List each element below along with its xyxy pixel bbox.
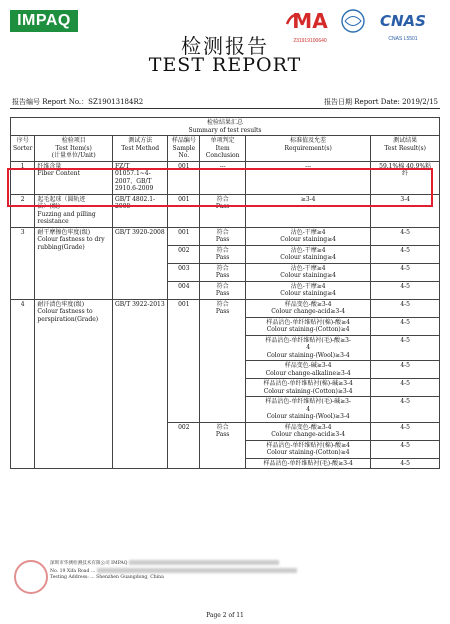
col-req-cn: 标准值及允差 — [290, 137, 327, 144]
cell-line: 法）(级) — [37, 203, 61, 210]
cell-line: Pass — [215, 272, 230, 279]
cell-line: 沾色-干摩≥4 — [290, 282, 326, 290]
row-requirement — [246, 227, 371, 245]
row-result — [371, 281, 440, 299]
cell-line: 样品沾色-单纤维贴衬(棉)-酸≥4 — [266, 441, 350, 449]
summary-title-row — [11, 118, 440, 136]
col-conclusion-cn: 单项判定 — [210, 137, 235, 144]
row-requirement — [246, 281, 371, 299]
table-row — [11, 299, 440, 317]
col-conclusion-en: Item — [215, 144, 230, 152]
row-no-value: 4 — [20, 300, 25, 308]
row-result — [371, 335, 440, 361]
row-requirement — [246, 245, 371, 263]
row-requirement — [246, 335, 371, 361]
cell-line: 符合 — [216, 300, 229, 308]
result-value: 4-5 — [400, 423, 410, 431]
row-conclusion — [200, 422, 246, 469]
col-req-en: Requirement(s) — [284, 144, 332, 152]
row-method — [112, 299, 167, 469]
cell-line: 4-5 — [400, 246, 410, 254]
cell-line: 3-4 — [400, 195, 410, 203]
cell-line: 59.1%棉 40.9%粘 — [379, 162, 432, 170]
cell-line: 沾色-干摩≥4 — [290, 246, 326, 254]
cell-line: 4-5 — [400, 264, 410, 272]
summary-title-en: Summary of test results — [188, 126, 262, 134]
row-no — [11, 299, 35, 469]
cnas-logo-icon — [372, 8, 434, 32]
cell-line: 符合 — [216, 228, 229, 236]
row-item — [35, 299, 113, 469]
cell-line: FZ/T 01057.1~4- — [114, 162, 151, 177]
cell-line: 4 — [306, 405, 311, 413]
sample-value: 001 — [178, 195, 190, 203]
cell-line: 符合 — [216, 282, 229, 290]
cell-line: 样品变色-酸≥3-4 — [284, 423, 332, 431]
cell-line: perspiration(Grade) — [37, 315, 99, 323]
report-title-en: TEST REPORT — [148, 54, 302, 76]
col-header-item — [35, 136, 113, 162]
cell-line: 沾色-干摩≥4 — [290, 264, 326, 272]
report-title-cn: 检测报告 — [181, 34, 269, 58]
cell-line: 2007、GB/T — [114, 177, 152, 185]
cell-line: 纤维含量 — [37, 162, 62, 170]
sample-value: 002 — [178, 246, 190, 254]
col-header-conclusion — [200, 136, 246, 162]
row-result — [371, 397, 440, 423]
col-item-cn: 检验项目 — [61, 137, 86, 144]
cell-line: 样品沾色-单纤维贴衬(棉)-碱≥3-4 — [263, 380, 353, 387]
row-sample — [168, 227, 200, 245]
row-result — [371, 263, 440, 281]
row-result — [371, 440, 440, 458]
row-conclusion — [200, 299, 246, 422]
page-number: Page 2 of 11 — [206, 612, 244, 619]
summary-title-cn: 检验结果汇总 — [206, 119, 243, 126]
col-sample-cn: 样品编号 — [171, 137, 196, 144]
cell-line: --- — [305, 162, 312, 170]
cell-line: Pass — [215, 236, 230, 243]
cell-line: 起毛起球（圆轨迹 — [37, 195, 86, 203]
row-result — [371, 422, 440, 440]
cell-line: --- — [219, 162, 226, 170]
row-requirement — [246, 458, 371, 469]
cell-line: ≥3-4 — [300, 195, 316, 203]
result-value: 4-5 — [400, 336, 410, 344]
row-result — [371, 379, 440, 397]
cell-line: 样品沾色-单纤维贴衬(棉)-酸≥4 — [266, 318, 350, 326]
cell-line: 2008 — [114, 203, 131, 210]
sample-value: 001 — [178, 162, 190, 170]
col-no-cn: 序号 — [16, 137, 29, 144]
cell-line: Colour staining-(Wool)≥3-4 — [266, 351, 350, 359]
cell-line: 样品变色-酸≥3-4 — [284, 300, 332, 308]
row-result — [371, 227, 440, 245]
row-requirement — [246, 379, 371, 397]
cell-line: Colour change-acid≥3-4 — [271, 431, 346, 438]
cell-line: Colour staining≥4 — [280, 290, 336, 297]
cell-line: Pass — [215, 254, 230, 261]
cell-line: Fiber Content — [37, 170, 80, 177]
col-conclusion-en2: Conclusion — [205, 152, 240, 159]
svg-text:CNAS: CNAS — [380, 12, 426, 30]
col-header-sample — [168, 136, 200, 162]
redacted-block — [97, 568, 297, 573]
row-requirement — [246, 263, 371, 281]
cell-line: GB/T 3920-2008 — [114, 228, 165, 236]
table-row — [11, 227, 440, 245]
footer-line-3: Testing Address: ... Shenzhen Guangdong, China — [50, 575, 164, 581]
cma-cert-code: 231919100640 — [293, 38, 327, 44]
row-sample — [168, 245, 200, 263]
col-sample-en: Sample — [172, 144, 196, 152]
cell-line: Colour staining-(Cotton)≥3-4 — [263, 387, 353, 395]
row-no-value: 2 — [20, 195, 25, 203]
cell-line: 耐汗渍色牢度(级) — [37, 300, 85, 308]
cell-line: Pass — [215, 431, 230, 438]
col-item-unit: (计量单位/Unit) — [51, 152, 96, 159]
row-item — [35, 227, 113, 299]
row-result — [371, 245, 440, 263]
header-divider — [10, 108, 440, 109]
col-header-no — [11, 136, 35, 162]
result-value: 4-5 — [400, 441, 410, 449]
row-sample — [168, 422, 200, 469]
row-requirement — [246, 440, 371, 458]
cell-line: 2910.6-2009 — [114, 185, 154, 192]
sample-value: 004 — [178, 282, 190, 290]
col-method-en: Test Method — [121, 144, 160, 152]
row-method — [112, 227, 167, 299]
col-item-en: Test Item(s) — [55, 144, 92, 152]
row-result — [371, 299, 440, 317]
sample-value: 001 — [178, 228, 190, 236]
result-value: 4-5 — [400, 300, 410, 308]
col-header-method — [112, 136, 167, 162]
cell-line: rubbing(Grade) — [37, 243, 85, 251]
footer-line-1: 深圳市华测检测技术有限公司 IMPAQ — [50, 561, 128, 566]
col-method-cn: 测试方法 — [128, 137, 153, 144]
report-number: 报告编号 Report No.：SZ19013184R2 — [12, 98, 144, 106]
row-sample — [168, 299, 200, 422]
row-conclusion — [200, 245, 246, 263]
cell-line: 符合 — [216, 264, 229, 272]
row-result — [371, 317, 440, 335]
footer-line-2: No. 19 Xifa Road ... — [50, 568, 96, 574]
result-value: 4-5 — [400, 459, 410, 467]
result-value: 4-5 — [400, 380, 410, 387]
sample-value: 001 — [178, 300, 190, 308]
cell-line: 样品沾色-单纤维贴衬(毛)-碱≥3- — [265, 398, 351, 405]
cell-line: Colour staining-(Cotton)≥4 — [266, 326, 350, 333]
redacted-block — [129, 560, 279, 565]
cell-line: 纤 — [402, 170, 409, 177]
cell-line: GB/T 3922-2013 — [114, 300, 165, 308]
cell-line: GB/T 4802.1- — [114, 195, 156, 203]
col-result-en: Test Result(s) — [384, 144, 426, 152]
cell-line: Colour change-alkaline≥3-4 — [265, 369, 351, 377]
row-requirement — [246, 299, 371, 317]
row-conclusion — [200, 263, 246, 281]
company-logo: IMPAQ — [10, 10, 78, 32]
column-header-row — [11, 136, 440, 162]
result-value: 4-5 — [400, 362, 410, 369]
cell-line: Fuzzing and pilling — [37, 210, 96, 218]
report-date: 报告日期 Report Date: 2019/2/15 — [324, 98, 438, 106]
sample-value: 003 — [178, 264, 190, 272]
row-conclusion — [200, 281, 246, 299]
result-value: 4-5 — [400, 318, 410, 326]
cnas-cert-code: CNAS L5501 — [388, 36, 418, 42]
row-sample — [168, 263, 200, 281]
row-no — [11, 227, 35, 299]
row-result — [371, 458, 440, 469]
row-result — [371, 361, 440, 379]
cell-line: Colour fastness to — [37, 308, 93, 315]
cell-line: Colour staining-(Wool)≥3-4 — [266, 413, 350, 420]
cell-line: 4-5 — [400, 282, 410, 290]
cell-line: Colour staining≥4 — [280, 236, 336, 243]
cell-line: 4-5 — [400, 228, 410, 236]
row-requirement — [246, 422, 371, 440]
result-value: 4-5 — [400, 398, 410, 405]
cell-line: 沾色-干摩≥4 — [290, 228, 326, 236]
cell-line: 符合 — [216, 246, 229, 254]
highlight-box — [7, 168, 433, 207]
cell-line: Pass — [215, 308, 230, 315]
cell-line: 样品沾色-单纤维贴衬(毛)-酸≥3-4 — [263, 459, 353, 467]
row-no-value: 3 — [20, 228, 25, 236]
cell-line: Pass — [215, 290, 230, 297]
footer — [10, 560, 440, 582]
cell-line: 符合 — [216, 423, 229, 431]
cell-line: resistance — [37, 218, 69, 225]
cell-line: 样品沾色-单纤维贴衬(毛)-酸≥3- — [265, 336, 351, 344]
row-requirement — [246, 317, 371, 335]
row-no-value: 1 — [20, 162, 25, 170]
row-conclusion — [200, 227, 246, 245]
col-sample-no: No. — [178, 152, 190, 159]
col-header-result — [371, 136, 440, 162]
cell-line: Colour staining≥4 — [280, 272, 336, 279]
cell-line: 符合 — [216, 195, 229, 203]
col-no-en: Sorter — [13, 144, 33, 152]
cell-line: Colour staining-(Cotton)≥4 — [266, 449, 350, 456]
row-sample — [168, 281, 200, 299]
sample-value: 002 — [178, 423, 190, 431]
row-requirement — [246, 361, 371, 379]
row-requirement — [246, 397, 371, 423]
cell-line: Colour change-acid≥3-4 — [271, 308, 346, 315]
svg-text:MA: MA — [292, 9, 328, 33]
cell-line: Colour staining≥4 — [280, 254, 336, 261]
col-result-cn: 测试结果 — [393, 137, 418, 144]
cell-line: 样品变色-碱≥3-4 — [284, 362, 332, 369]
cell-line: 耐干摩擦色牢度(级) — [37, 228, 91, 236]
cell-line: Pass — [215, 203, 230, 210]
col-header-requirement — [246, 136, 371, 162]
cell-line: Colour fastness to dry — [37, 236, 105, 243]
cell-line: 4 — [306, 344, 311, 351]
